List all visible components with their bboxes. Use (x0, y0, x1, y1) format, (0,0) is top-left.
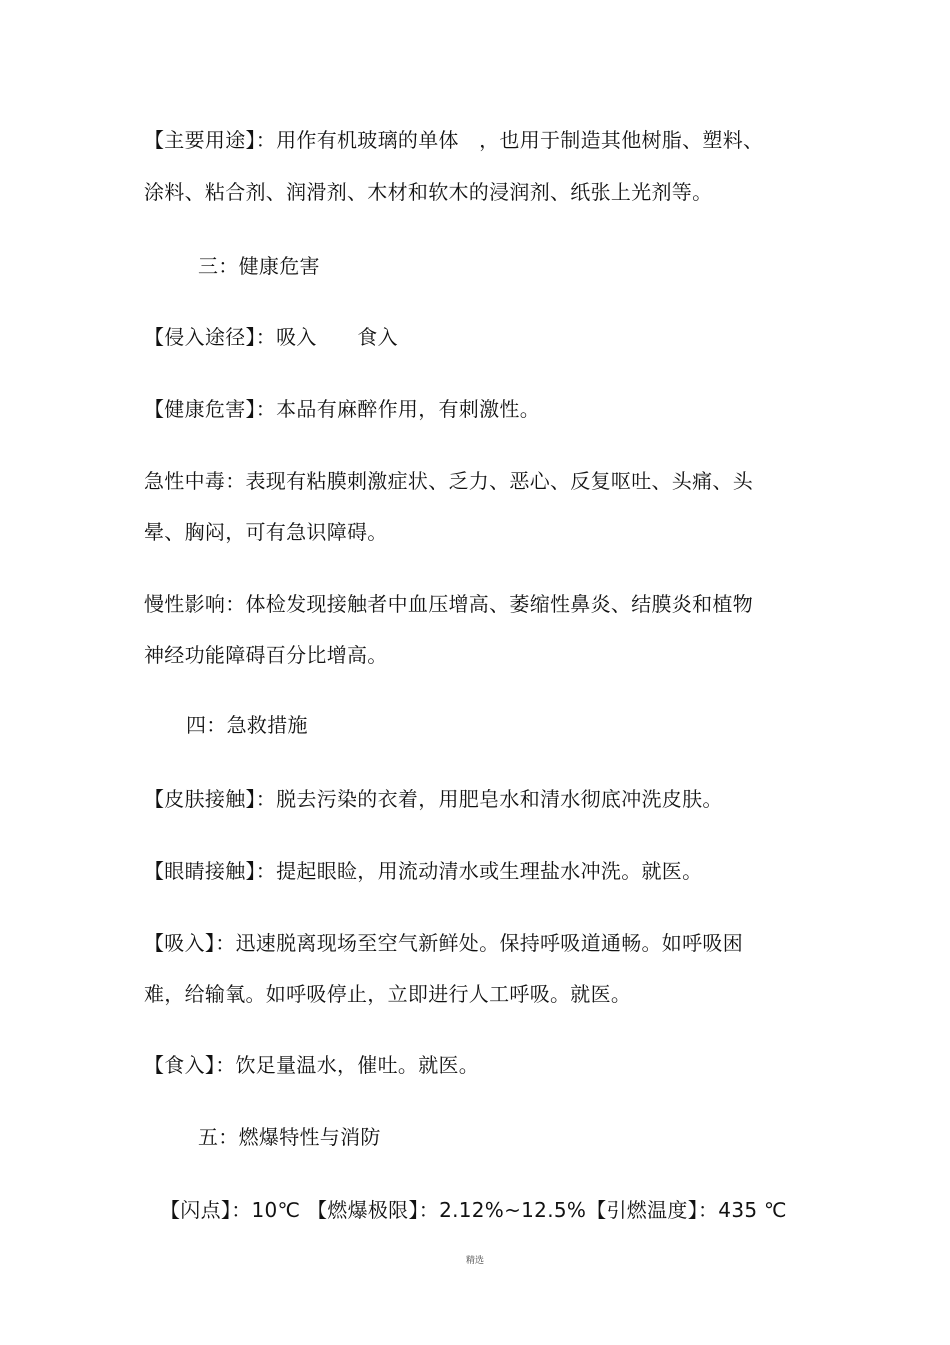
section-heading-health-hazards: 三：健康危害 (198, 254, 320, 278)
eye-contact-line: 【眼睛接触】：提起眼睑，用流动清水或生理盐水冲洗。就医。 (144, 859, 703, 883)
chronic-effects-line-2: 神经功能障碍百分比增高。 (144, 643, 388, 667)
section-heading-fire: 五：燃爆特性与消防 (198, 1125, 381, 1149)
section-heading-first-aid: 四：急救措施 (186, 713, 308, 737)
acute-poisoning-line-2: 晕、胸闷，可有急识障碍。 (144, 520, 388, 544)
page-footer: 精选 (465, 1256, 484, 1266)
inhalation-line-1: 【吸入】：迅速脱离现场至空气新鲜处。保持呼吸道通畅。如呼吸困 (144, 931, 743, 955)
entry-route-line: 【侵入途径】：吸入 食入 (144, 325, 398, 349)
usage-line-1: 【主要用途】：用作有机玻璃的单体 ，也用于制造其他树脂、塑料、 (144, 128, 764, 152)
chronic-effects-line-1: 慢性影响：体检发现接触者中血压增高、萎缩性鼻炎、结膜炎和植物 (144, 592, 753, 616)
inhalation-line-2: 难，给输氧。如呼吸停止，立即进行人工呼吸。就医。 (144, 982, 632, 1006)
usage-line-2: 涂料、粘合剂、润滑剂、木材和软木的浸润剂、纸张上光剂等。 (144, 180, 713, 204)
flash-point-line: 【闪点】：10℃ 【燃爆极限】：2.12%~12.5%【引燃温度】：435 ℃ (160, 1198, 787, 1222)
ingestion-line: 【食入】：饮足量温水，催吐。就医。 (144, 1053, 480, 1077)
health-hazard-line: 【健康危害】：本品有麻醉作用，有刺激性。 (144, 397, 540, 421)
skin-contact-line: 【皮肤接触】：脱去污染的衣着，用肥皂水和清水彻底冲洗皮肤。 (144, 787, 723, 811)
acute-poisoning-line-1: 急性中毒：表现有粘膜刺激症状、乏力、恶心、反复呕吐、头痛、头 (144, 469, 753, 493)
